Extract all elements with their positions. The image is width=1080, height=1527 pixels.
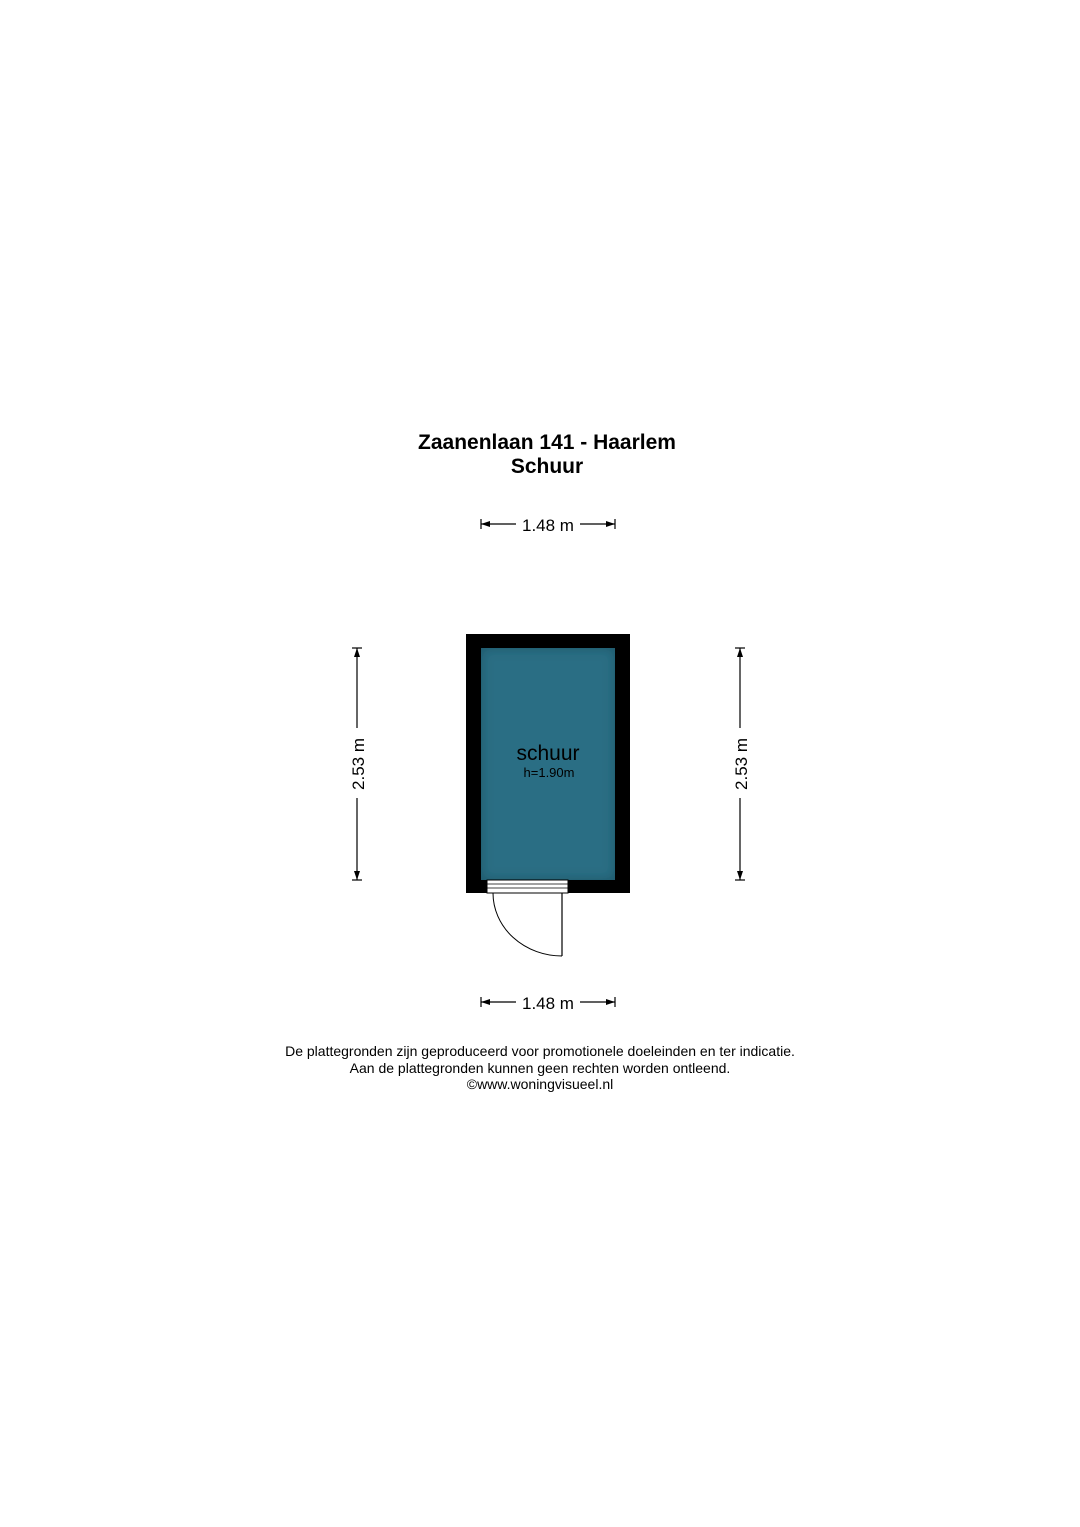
room-height-label: h=1.90m xyxy=(523,765,575,780)
dimension-top-label: 1.48 m xyxy=(522,516,574,535)
floor-title: Schuur xyxy=(510,455,584,478)
disclaimer-line-2: Aan de plattegronden kunnen geen rechten worden ontleend. xyxy=(349,1060,731,1076)
dimension-left xyxy=(349,648,368,880)
door-swing xyxy=(493,893,562,956)
dimension-right xyxy=(732,648,751,880)
dimension-left-label: 2.53 m xyxy=(349,738,368,790)
address-title: Zaanenlaan 141 - Haarlem xyxy=(418,431,676,454)
dimension-bottom xyxy=(481,994,615,1013)
dimension-top xyxy=(481,516,615,535)
dimension-bottom-label: 1.48 m xyxy=(522,994,574,1013)
door-threshold xyxy=(487,880,568,893)
copyright-line: ©www.woningvisueel.nl xyxy=(466,1076,614,1092)
dimension-right-label: 2.53 m xyxy=(732,738,751,790)
disclaimer-line-1: De plattegronden zijn geproduceerd voor promotionele doeleinden en ter indicatie. xyxy=(285,1043,795,1059)
room-name-label: schuur xyxy=(516,742,580,765)
